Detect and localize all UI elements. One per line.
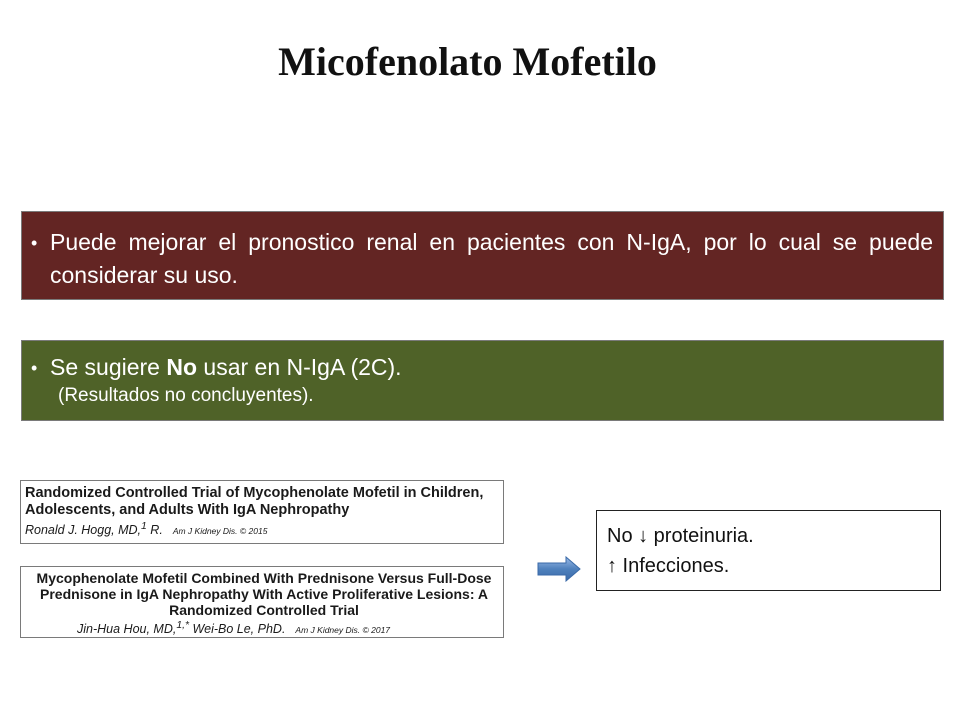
reference-journal: Am J Kidney Dis. © 2017	[295, 625, 391, 636]
recommendation-text: Puede mejorar el pronostico renal en pacientes con N-IgA, por lo cual se puede considerar su uso.	[50, 229, 933, 288]
recommendation-line	[50, 351, 933, 383]
bullet-icon: •	[31, 358, 38, 378]
reference-card-hogg	[20, 480, 504, 544]
recommendation-text-start: Se sugiere	[50, 354, 167, 380]
recommendation-box-consider	[21, 211, 944, 300]
results-box	[596, 510, 941, 591]
reference-journal: Am J Kidney Dis. © 2015	[172, 526, 268, 537]
recommendation-text-end: usar en N-IgA (2C).	[197, 354, 402, 380]
reference-authors: Jin-Hua Hou, MD,$^{1,*}$ Wei-Bo Le, PhD. Am J Kidney Dis. © 2017	[77, 620, 391, 637]
slide-title: Micofenolato Mofetilo	[278, 39, 657, 84]
recommendation-subtext: (Resultados no concluyentes).	[58, 385, 314, 406]
bullet-icon: •	[31, 233, 38, 253]
recommendation-text-bold: No	[166, 354, 198, 380]
reference-authors: Ronald J. Hogg, MD,$^1$ R. Am J Kidney Dis. © 2015	[25, 521, 268, 538]
result-line-proteinuria: No ↓ proteinuria.	[607, 525, 754, 547]
reference-title: Randomized Controlled Trial of Mycophenolate Mofetil in Children, Adolescents, and Adults With IgA Nephropathy	[25, 485, 484, 518]
result-line-infections: ↑ Infecciones.	[607, 555, 730, 577]
right-arrow-icon	[537, 556, 581, 582]
recommendation-box-not	[21, 340, 944, 421]
reference-card-hou	[20, 566, 504, 638]
reference-title: Mycophenolate Mofetil Combined With Prednisone Versus Full-Dose Prednisone in IgA Nephropathy With Active Proliferative Lesions: A Randomized Controlled Trial	[36, 570, 492, 618]
